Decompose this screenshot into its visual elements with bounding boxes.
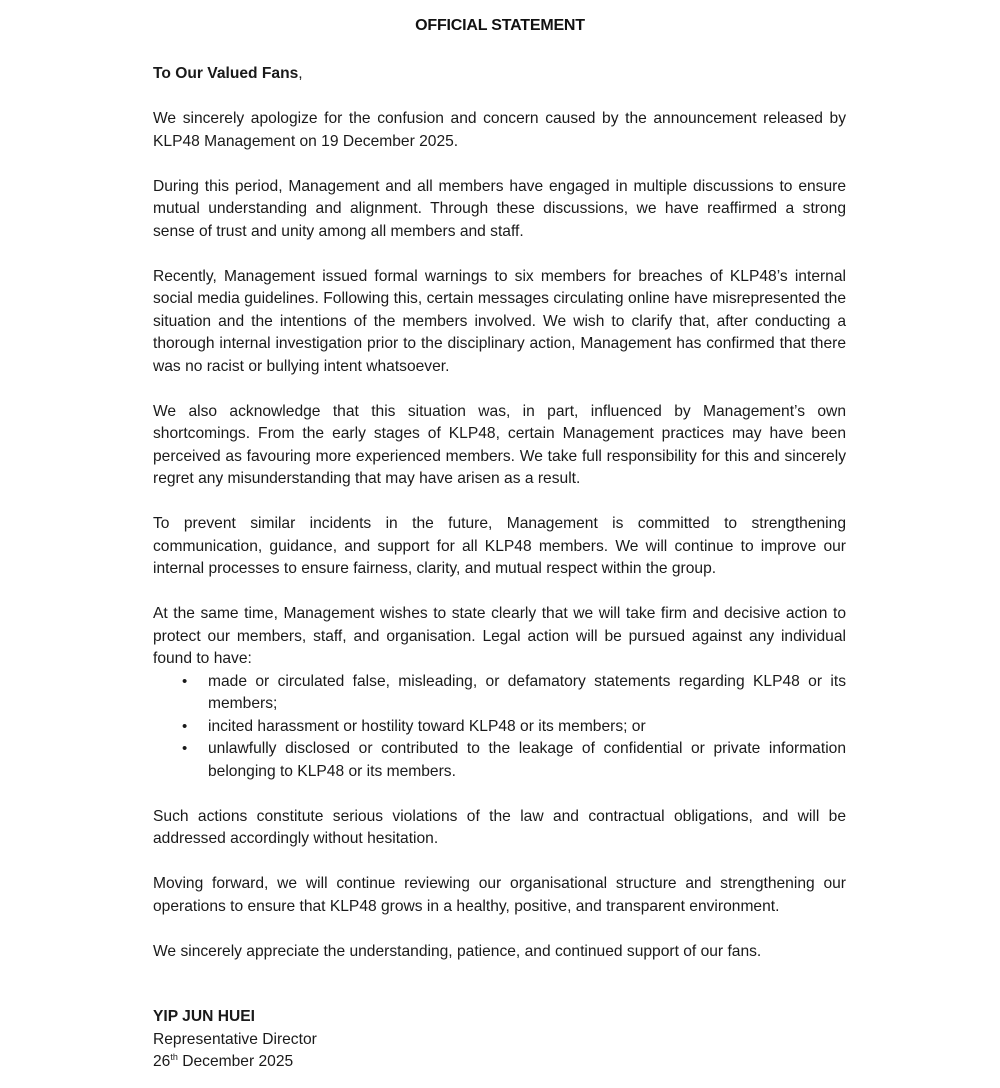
legal-action-list bbox=[153, 671, 846, 784]
salutation-text: To Our Valued Fans bbox=[153, 65, 299, 82]
statement-body bbox=[153, 63, 846, 986]
signature-block bbox=[153, 1006, 317, 1074]
paragraph-acknowledgement: We also acknowledge that this situation was, in part, influenced by Management’s own shortcomings. From the early stages of KLP48, certain Management practices may have been perceived as favouring more experienced members. We take full responsibility for this and sincerely regret any misunderstanding that may have arisen as a result. bbox=[153, 402, 846, 487]
paragraph-moving-forward: Moving forward, we will continue reviewing our organisational structure and strengthening our operations to ensure that KLP48 grows in a healthy, positive, and transparent environment. bbox=[153, 875, 846, 915]
paragraph-warnings: Recently, Management issued formal warnings to six members for breaches of KLP48’s internal social media guidelines. Following this, certain messages circulating online have misrepresented the situation and the intentions of the members involved. We wish to clarify that, after conducting a thorough internal investigation prior to the disciplinary action, Management has confirmed that there was no racist or bullying intent whatsoever. bbox=[153, 267, 846, 375]
list-item-text: incited harassment or hostility toward KLP48 or its members; or bbox=[208, 717, 646, 735]
date-day: 26 bbox=[153, 1053, 171, 1070]
bullet-icon: • bbox=[182, 717, 188, 735]
list-item-text: made or circulated false, misleading, or defamatory statements regarding KLP48 or its members; bbox=[208, 672, 846, 712]
paragraph-apology: We sincerely apologize for the confusion and concern caused by the announcement released by KLP48 Management on 19 December 2025. bbox=[153, 110, 846, 150]
paragraph-appreciation: We sincerely appreciate the understanding, patience, and continued support of our fans. bbox=[153, 942, 762, 960]
document-title: OFFICIAL STATEMENT bbox=[415, 17, 585, 34]
paragraph-legal-action: At the same time, Management wishes to state clearly that we will take firm and decisive action to protect our members, staff, and organisation. Legal action will be pursued against any individual found to have: bbox=[153, 605, 846, 667]
date-month-year: December 2025 bbox=[177, 1053, 294, 1070]
list-item bbox=[182, 738, 846, 783]
paragraph-violations: Such actions constitute serious violations of the law and contractual obligations, and will be addressed accordingly without hesitation. bbox=[153, 807, 846, 847]
list-item-text: unlawfully disclosed or contributed to the leakage of confidential or private information belonging to KLP48 or its members. bbox=[208, 740, 846, 780]
bullet-icon: • bbox=[182, 672, 188, 690]
signatory-role: Representative Director bbox=[153, 1030, 317, 1048]
bullet-icon: • bbox=[182, 740, 188, 757]
paragraph-prevention: To prevent similar incidents in the future, Management is committed to strengthening communication, guidance, and support for all KLP48 members. We will continue to improve our internal processes to ensure fairness, clarity, and mutual respect within the group. bbox=[153, 515, 846, 577]
list-item bbox=[182, 671, 846, 716]
date-suffix: th bbox=[170, 1052, 178, 1062]
salutation-punctuation: , bbox=[298, 65, 303, 82]
statement-date bbox=[153, 1051, 317, 1074]
signatory-name: YIP JUN HUEI bbox=[153, 1008, 255, 1025]
salutation bbox=[153, 63, 846, 86]
paragraph-discussions: During this period, Management and all members have engaged in multiple discussions to ensure mutual understanding and alignment. Through these discussions, we have reaffirmed a strong sense of trust and unity among all members and staff. bbox=[153, 177, 846, 240]
list-item bbox=[182, 716, 846, 739]
